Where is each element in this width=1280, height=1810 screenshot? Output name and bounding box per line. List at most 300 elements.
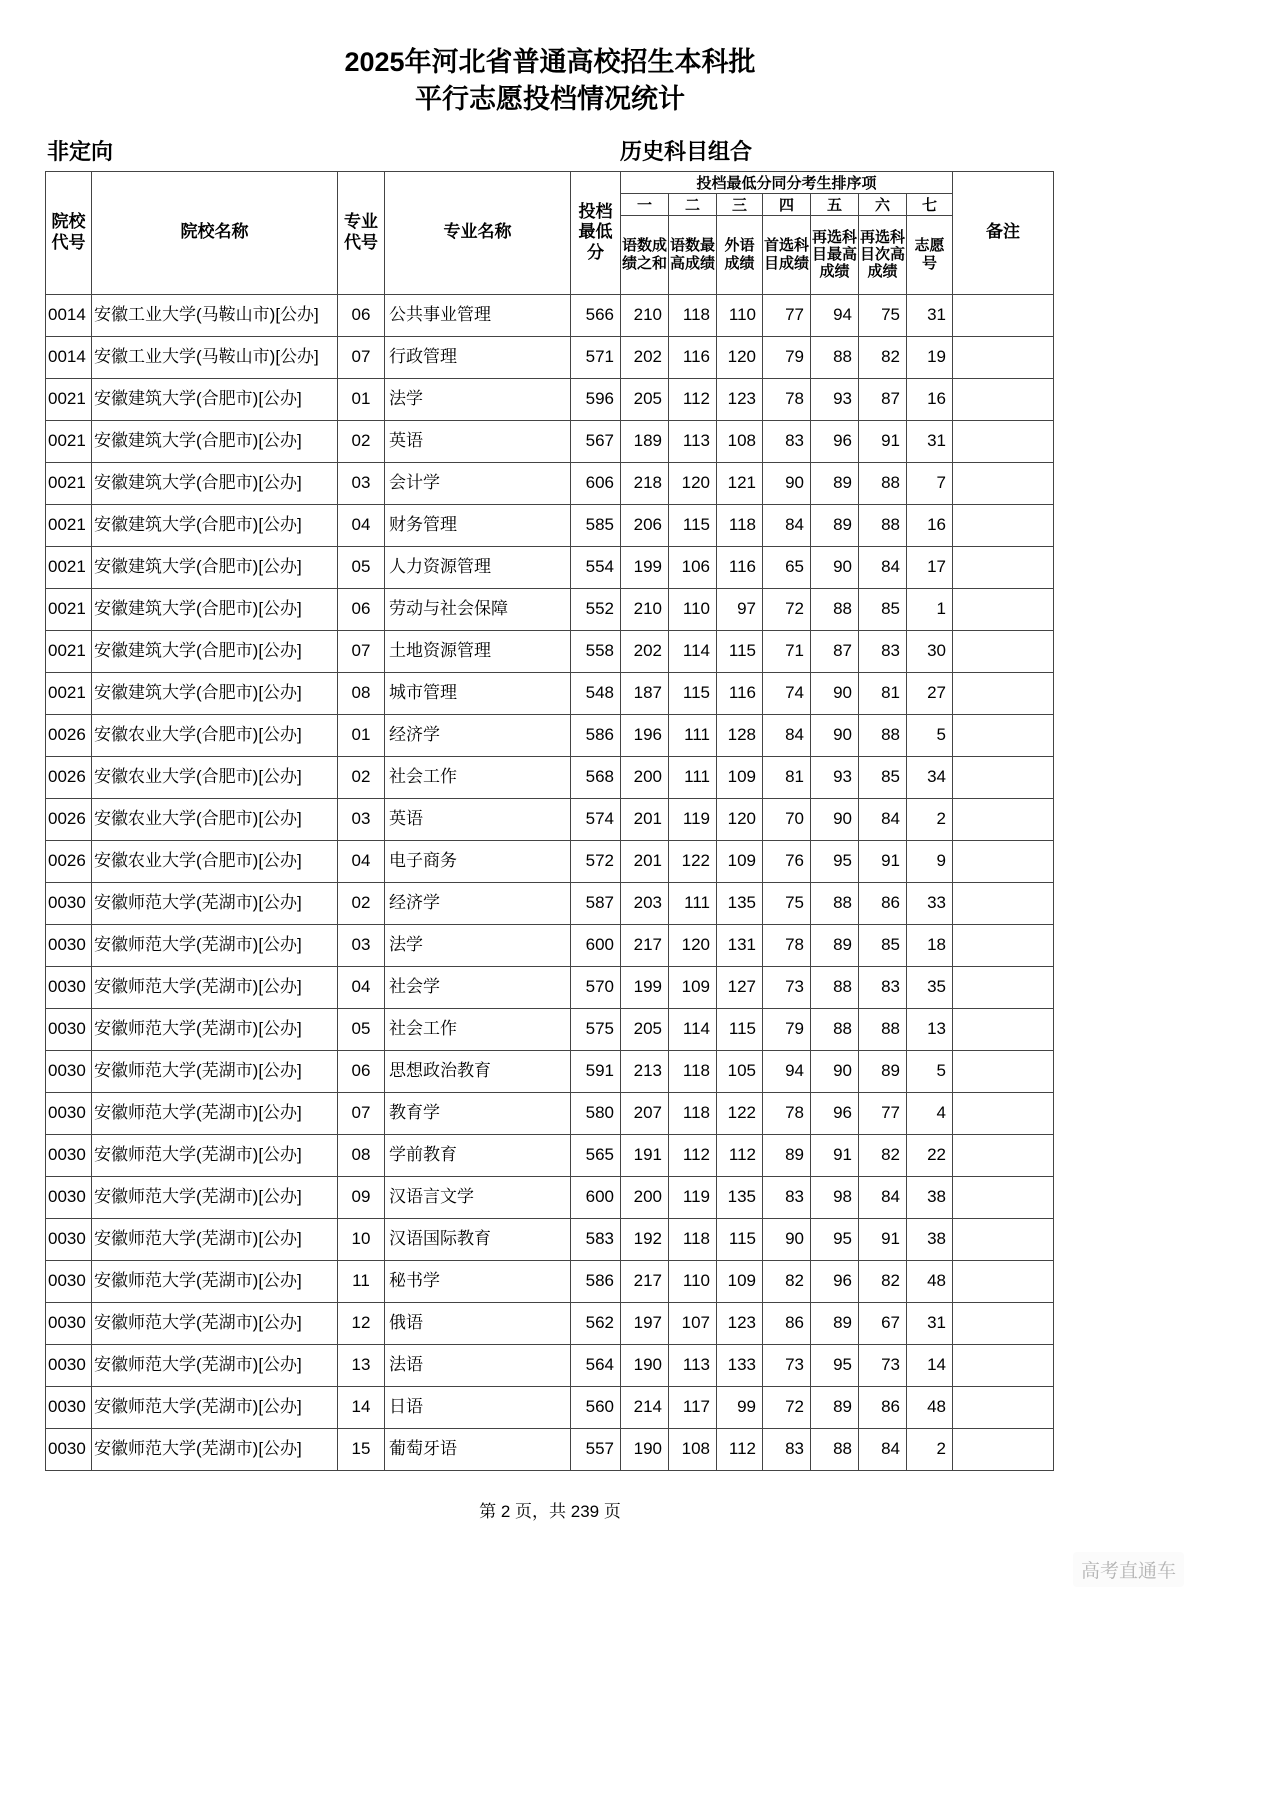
major-name-cell: 思想政治教育 <box>385 1050 571 1092</box>
sort-3-cell: 116 <box>717 672 763 714</box>
sort-7-cell: 31 <box>907 294 953 336</box>
sort-5-cell: 89 <box>811 1386 859 1428</box>
table-header <box>46 171 1054 294</box>
sort-7-cell: 31 <box>907 420 953 462</box>
sort-2-cell: 119 <box>669 798 717 840</box>
table-row <box>46 1176 1054 1218</box>
sort-5-cell: 91 <box>811 1134 859 1176</box>
sort-2-cell: 107 <box>669 1302 717 1344</box>
major-name-cell: 汉语国际教育 <box>385 1218 571 1260</box>
sort-6-cell: 75 <box>859 294 907 336</box>
college-name-cell: 安徽师范大学(芜湖市)[公办] <box>92 1008 338 1050</box>
major-name-cell: 秘书学 <box>385 1260 571 1302</box>
college-name-cell: 安徽师范大学(芜湖市)[公办] <box>92 1134 338 1176</box>
sort-col-num-3: 三 <box>717 193 763 215</box>
college-name-cell: 安徽师范大学(芜湖市)[公办] <box>92 1428 338 1470</box>
college-name-cell: 安徽建筑大学(合肥市)[公办] <box>92 504 338 546</box>
sort-6-cell: 83 <box>859 966 907 1008</box>
sort-3-cell: 123 <box>717 1302 763 1344</box>
min-score-cell: 566 <box>571 294 621 336</box>
sort-3-cell: 118 <box>717 504 763 546</box>
sort-5-cell: 90 <box>811 714 859 756</box>
sort-5-cell: 93 <box>811 756 859 798</box>
table-row <box>46 882 1054 924</box>
page-content <box>45 0 1055 1522</box>
sort-6-cell: 86 <box>859 1386 907 1428</box>
table-row <box>46 546 1054 588</box>
sort-col-label-4: 首选科目成绩 <box>763 215 811 294</box>
sort-7-cell: 27 <box>907 672 953 714</box>
major-code-cell: 08 <box>338 672 385 714</box>
sort-1-cell: 200 <box>621 1176 669 1218</box>
sort-6-cell: 91 <box>859 840 907 882</box>
sort-5-cell: 95 <box>811 1218 859 1260</box>
college-name-cell: 安徽建筑大学(合肥市)[公办] <box>92 588 338 630</box>
sort-6-cell: 85 <box>859 588 907 630</box>
table-row <box>46 1428 1054 1470</box>
sort-6-cell: 91 <box>859 420 907 462</box>
sort-4-cell: 79 <box>763 1008 811 1050</box>
min-score-cell: 580 <box>571 1092 621 1134</box>
sort-3-cell: 97 <box>717 588 763 630</box>
sort-3-cell: 99 <box>717 1386 763 1428</box>
table-row <box>46 798 1054 840</box>
major-code-cell: 06 <box>338 1050 385 1092</box>
remark-cell <box>953 924 1054 966</box>
sort-4-cell: 78 <box>763 378 811 420</box>
table-row <box>46 672 1054 714</box>
college-name-cell: 安徽师范大学(芜湖市)[公办] <box>92 924 338 966</box>
major-name-cell: 俄语 <box>385 1302 571 1344</box>
college-name-cell: 安徽师范大学(芜湖市)[公办] <box>92 1386 338 1428</box>
sort-1-cell: 205 <box>621 1008 669 1050</box>
remark-cell <box>953 1218 1054 1260</box>
min-score-cell: 554 <box>571 546 621 588</box>
sort-6-cell: 91 <box>859 1218 907 1260</box>
college-name-cell: 安徽师范大学(芜湖市)[公办] <box>92 1218 338 1260</box>
college-code-cell: 0030 <box>46 882 92 924</box>
sort-3-cell: 115 <box>717 1218 763 1260</box>
remark-cell <box>953 714 1054 756</box>
sort-5-cell: 88 <box>811 336 859 378</box>
sort-col-label-2: 语数最高成绩 <box>669 215 717 294</box>
table-row <box>46 294 1054 336</box>
college-name-header: 院校名称 <box>92 171 338 294</box>
college-code-cell: 0021 <box>46 588 92 630</box>
sort-1-cell: 197 <box>621 1302 669 1344</box>
sort-1-cell: 190 <box>621 1428 669 1470</box>
sort-5-cell: 87 <box>811 630 859 672</box>
sort-6-cell: 83 <box>859 630 907 672</box>
min-score-cell: 567 <box>571 420 621 462</box>
college-name-cell: 安徽工业大学(马鞍山市)[公办] <box>92 336 338 378</box>
sort-4-cell: 90 <box>763 1218 811 1260</box>
sort-7-cell: 7 <box>907 462 953 504</box>
college-code-cell: 0030 <box>46 1386 92 1428</box>
sort-4-cell: 74 <box>763 672 811 714</box>
table-row <box>46 1218 1054 1260</box>
college-name-cell: 安徽农业大学(合肥市)[公办] <box>92 840 338 882</box>
college-name-cell: 安徽师范大学(芜湖市)[公办] <box>92 966 338 1008</box>
sort-2-cell: 112 <box>669 1134 717 1176</box>
college-code-cell: 0014 <box>46 294 92 336</box>
sort-3-cell: 123 <box>717 378 763 420</box>
college-name-cell: 安徽建筑大学(合肥市)[公办] <box>92 378 338 420</box>
sort-4-cell: 73 <box>763 966 811 1008</box>
sort-col-num-2: 二 <box>669 193 717 215</box>
table-row <box>46 924 1054 966</box>
sort-col-label-3: 外语成绩 <box>717 215 763 294</box>
sort-4-cell: 90 <box>763 462 811 504</box>
min-score-cell: 574 <box>571 798 621 840</box>
sort-3-cell: 135 <box>717 1176 763 1218</box>
college-name-cell: 安徽师范大学(芜湖市)[公办] <box>92 1176 338 1218</box>
sort-7-cell: 34 <box>907 756 953 798</box>
sort-1-cell: 191 <box>621 1134 669 1176</box>
sort-5-cell: 90 <box>811 798 859 840</box>
min-score-cell: 564 <box>571 1344 621 1386</box>
major-name-cell: 城市管理 <box>385 672 571 714</box>
sort-7-cell: 17 <box>907 546 953 588</box>
min-score-cell: 560 <box>571 1386 621 1428</box>
major-name-cell: 日语 <box>385 1386 571 1428</box>
major-code-cell: 13 <box>338 1344 385 1386</box>
sort-7-cell: 2 <box>907 1428 953 1470</box>
sort-2-cell: 118 <box>669 1218 717 1260</box>
major-name-cell: 法语 <box>385 1344 571 1386</box>
sort-1-cell: 210 <box>621 294 669 336</box>
sort-6-cell: 87 <box>859 378 907 420</box>
major-code-cell: 08 <box>338 1134 385 1176</box>
major-name-cell: 经济学 <box>385 882 571 924</box>
title-line-1: 2025年河北省普通高校招生本科批 <box>344 47 756 77</box>
sort-2-cell: 120 <box>669 924 717 966</box>
page-title <box>45 44 1055 119</box>
major-code-cell: 06 <box>338 294 385 336</box>
table-row <box>46 1302 1054 1344</box>
major-code-cell: 01 <box>338 714 385 756</box>
major-code-cell: 01 <box>338 378 385 420</box>
college-name-cell: 安徽师范大学(芜湖市)[公办] <box>92 1050 338 1092</box>
major-code-cell: 05 <box>338 546 385 588</box>
sort-4-cell: 84 <box>763 714 811 756</box>
sort-5-cell: 88 <box>811 966 859 1008</box>
sort-col-label-7: 志愿号 <box>907 215 953 294</box>
sort-2-cell: 112 <box>669 378 717 420</box>
major-name-cell: 教育学 <box>385 1092 571 1134</box>
sort-7-cell: 5 <box>907 714 953 756</box>
sort-4-cell: 84 <box>763 504 811 546</box>
sort-5-cell: 96 <box>811 1260 859 1302</box>
table-row <box>46 1008 1054 1050</box>
major-name-cell: 公共事业管理 <box>385 294 571 336</box>
remark-cell <box>953 336 1054 378</box>
major-code-cell: 03 <box>338 798 385 840</box>
college-code-cell: 0026 <box>46 756 92 798</box>
sort-4-cell: 65 <box>763 546 811 588</box>
college-code-cell: 0021 <box>46 630 92 672</box>
major-code-cell: 03 <box>338 462 385 504</box>
sort-1-cell: 202 <box>621 630 669 672</box>
sort-4-cell: 89 <box>763 1134 811 1176</box>
college-name-cell: 安徽师范大学(芜湖市)[公办] <box>92 882 338 924</box>
sort-col-num-1: 一 <box>621 193 669 215</box>
sort-5-cell: 89 <box>811 462 859 504</box>
min-score-cell: 552 <box>571 588 621 630</box>
sort-3-cell: 128 <box>717 714 763 756</box>
major-code-cell: 15 <box>338 1428 385 1470</box>
sort-2-cell: 111 <box>669 882 717 924</box>
sort-5-cell: 98 <box>811 1176 859 1218</box>
college-code-cell: 0030 <box>46 966 92 1008</box>
sort-2-cell: 119 <box>669 1176 717 1218</box>
sort-2-cell: 110 <box>669 588 717 630</box>
sort-5-cell: 95 <box>811 1344 859 1386</box>
sort-3-cell: 121 <box>717 462 763 504</box>
sort-col-label-1: 语数成绩之和 <box>621 215 669 294</box>
section-label-nondirected: 非定向 <box>47 138 114 164</box>
sort-5-cell: 89 <box>811 924 859 966</box>
major-name-cell: 社会工作 <box>385 756 571 798</box>
college-name-cell: 安徽农业大学(合肥市)[公办] <box>92 756 338 798</box>
min-score-cell: 583 <box>571 1218 621 1260</box>
sort-col-label-6: 再选科目次高成绩 <box>859 215 907 294</box>
remark-cell <box>953 1092 1054 1134</box>
sort-3-cell: 120 <box>717 336 763 378</box>
college-code-cell: 0030 <box>46 1428 92 1470</box>
table-row <box>46 1386 1054 1428</box>
table-row <box>46 1050 1054 1092</box>
major-name-cell: 葡萄牙语 <box>385 1428 571 1470</box>
sort-7-cell: 31 <box>907 1302 953 1344</box>
header-row-1 <box>46 171 1054 193</box>
sort-1-cell: 199 <box>621 966 669 1008</box>
sort-7-cell: 9 <box>907 840 953 882</box>
sort-6-cell: 84 <box>859 1428 907 1470</box>
min-score-cell: 596 <box>571 378 621 420</box>
sort-2-cell: 113 <box>669 420 717 462</box>
remark-cell <box>953 1386 1054 1428</box>
college-code-cell: 0021 <box>46 672 92 714</box>
sort-3-cell: 112 <box>717 1428 763 1470</box>
major-code-cell: 03 <box>338 924 385 966</box>
major-code-cell: 07 <box>338 336 385 378</box>
table-row <box>46 336 1054 378</box>
min-score-cell: 571 <box>571 336 621 378</box>
sort-5-cell: 90 <box>811 672 859 714</box>
college-code-cell: 0030 <box>46 1260 92 1302</box>
remark-cell <box>953 1176 1054 1218</box>
sort-7-cell: 18 <box>907 924 953 966</box>
sort-4-cell: 77 <box>763 294 811 336</box>
table-row <box>46 630 1054 672</box>
sort-3-cell: 127 <box>717 966 763 1008</box>
sort-5-cell: 90 <box>811 1050 859 1092</box>
min-score-cell: 606 <box>571 462 621 504</box>
sort-5-cell: 93 <box>811 378 859 420</box>
sort-7-cell: 30 <box>907 630 953 672</box>
sort-7-cell: 35 <box>907 966 953 1008</box>
remark-cell <box>953 546 1054 588</box>
sort-3-cell: 115 <box>717 1008 763 1050</box>
college-name-cell: 安徽建筑大学(合肥市)[公办] <box>92 462 338 504</box>
sort-2-cell: 109 <box>669 966 717 1008</box>
college-name-cell: 安徽师范大学(芜湖市)[公办] <box>92 1092 338 1134</box>
college-name-cell: 安徽建筑大学(合肥市)[公办] <box>92 420 338 462</box>
major-name-cell: 财务管理 <box>385 504 571 546</box>
college-name-cell: 安徽工业大学(马鞍山市)[公办] <box>92 294 338 336</box>
sort-1-cell: 217 <box>621 924 669 966</box>
min-score-cell: 575 <box>571 1008 621 1050</box>
college-code-cell: 0030 <box>46 1218 92 1260</box>
major-name-cell: 英语 <box>385 798 571 840</box>
sort-2-cell: 118 <box>669 1050 717 1092</box>
sort-2-cell: 108 <box>669 1428 717 1470</box>
sort-6-cell: 73 <box>859 1344 907 1386</box>
sort-1-cell: 190 <box>621 1344 669 1386</box>
remark-cell <box>953 378 1054 420</box>
min-score-header: 投档最低分 <box>571 171 621 294</box>
college-code-cell: 0026 <box>46 714 92 756</box>
sort-6-cell: 77 <box>859 1092 907 1134</box>
table-row <box>46 966 1054 1008</box>
admission-table <box>45 171 1054 1471</box>
sort-6-cell: 84 <box>859 1176 907 1218</box>
sort-5-cell: 90 <box>811 546 859 588</box>
sort-7-cell: 13 <box>907 1008 953 1050</box>
college-code-cell: 0030 <box>46 924 92 966</box>
major-name-cell: 行政管理 <box>385 336 571 378</box>
major-name-cell: 社会学 <box>385 966 571 1008</box>
sort-1-cell: 214 <box>621 1386 669 1428</box>
title-line-2: 平行志愿投档情况统计 <box>415 84 685 115</box>
sort-7-cell: 22 <box>907 1134 953 1176</box>
major-name-cell: 经济学 <box>385 714 571 756</box>
major-code-cell: 04 <box>338 840 385 882</box>
sort-6-cell: 85 <box>859 924 907 966</box>
remark-cell <box>953 1344 1054 1386</box>
sort-1-cell: 189 <box>621 420 669 462</box>
major-code-header: 专业代号 <box>338 171 385 294</box>
sort-6-cell: 88 <box>859 462 907 504</box>
sort-1-cell: 202 <box>621 336 669 378</box>
min-score-cell: 586 <box>571 714 621 756</box>
sort-1-cell: 207 <box>621 1092 669 1134</box>
sort-2-cell: 115 <box>669 504 717 546</box>
sort-2-cell: 120 <box>669 462 717 504</box>
college-code-cell: 0030 <box>46 1008 92 1050</box>
table-row <box>46 1260 1054 1302</box>
major-name-cell: 会计学 <box>385 462 571 504</box>
sort-6-cell: 88 <box>859 504 907 546</box>
sort-6-cell: 88 <box>859 1008 907 1050</box>
major-code-cell: 11 <box>338 1260 385 1302</box>
sort-7-cell: 38 <box>907 1176 953 1218</box>
sort-6-cell: 84 <box>859 546 907 588</box>
remark-cell <box>953 1260 1054 1302</box>
remark-cell <box>953 1008 1054 1050</box>
remark-cell <box>953 672 1054 714</box>
sort-2-cell: 111 <box>669 714 717 756</box>
sort-4-cell: 73 <box>763 1344 811 1386</box>
major-name-cell: 学前教育 <box>385 1134 571 1176</box>
college-name-cell: 安徽建筑大学(合肥市)[公办] <box>92 630 338 672</box>
sort-6-cell: 82 <box>859 1134 907 1176</box>
sort-1-cell: 218 <box>621 462 669 504</box>
sort-2-cell: 118 <box>669 294 717 336</box>
min-score-cell: 548 <box>571 672 621 714</box>
college-name-cell: 安徽师范大学(芜湖市)[公办] <box>92 1302 338 1344</box>
remark-cell <box>953 588 1054 630</box>
sort-1-cell: 210 <box>621 588 669 630</box>
college-name-cell: 安徽建筑大学(合肥市)[公办] <box>92 672 338 714</box>
sort-6-cell: 88 <box>859 714 907 756</box>
sort-4-cell: 72 <box>763 1386 811 1428</box>
min-score-cell: 568 <box>571 756 621 798</box>
table-row <box>46 462 1054 504</box>
table-row <box>46 1092 1054 1134</box>
sort-5-cell: 94 <box>811 294 859 336</box>
major-code-cell: 05 <box>338 1008 385 1050</box>
remark-cell <box>953 756 1054 798</box>
sort-6-cell: 81 <box>859 672 907 714</box>
table-body <box>46 294 1054 1470</box>
min-score-cell: 591 <box>571 1050 621 1092</box>
college-code-header: 院校代号 <box>46 171 92 294</box>
college-name-cell: 安徽农业大学(合肥市)[公办] <box>92 714 338 756</box>
sort-5-cell: 88 <box>811 1428 859 1470</box>
table-row <box>46 504 1054 546</box>
remark-cell <box>953 798 1054 840</box>
major-name-cell: 人力资源管理 <box>385 546 571 588</box>
major-name-cell: 土地资源管理 <box>385 630 571 672</box>
sort-6-cell: 89 <box>859 1050 907 1092</box>
sort-4-cell: 83 <box>763 1428 811 1470</box>
sort-3-cell: 108 <box>717 420 763 462</box>
min-score-cell: 558 <box>571 630 621 672</box>
sort-7-cell: 48 <box>907 1260 953 1302</box>
sort-2-cell: 115 <box>669 672 717 714</box>
sort-6-cell: 86 <box>859 882 907 924</box>
sort-1-cell: 205 <box>621 378 669 420</box>
remark-cell <box>953 840 1054 882</box>
sort-1-cell: 187 <box>621 672 669 714</box>
min-score-cell: 572 <box>571 840 621 882</box>
section-label-subject-combo: 历史科目组合 <box>620 138 753 164</box>
college-code-cell: 0021 <box>46 378 92 420</box>
sort-1-cell: 213 <box>621 1050 669 1092</box>
college-code-cell: 0021 <box>46 462 92 504</box>
sort-4-cell: 76 <box>763 840 811 882</box>
sort-6-cell: 82 <box>859 1260 907 1302</box>
sort-5-cell: 96 <box>811 420 859 462</box>
major-code-cell: 10 <box>338 1218 385 1260</box>
college-name-cell: 安徽农业大学(合肥市)[公办] <box>92 798 338 840</box>
table-row <box>46 1344 1054 1386</box>
sort-3-cell: 112 <box>717 1134 763 1176</box>
sort-5-cell: 88 <box>811 882 859 924</box>
min-score-cell: 565 <box>571 1134 621 1176</box>
college-code-cell: 0021 <box>46 546 92 588</box>
min-score-cell: 585 <box>571 504 621 546</box>
sort-7-cell: 1 <box>907 588 953 630</box>
remark-cell <box>953 1050 1054 1092</box>
major-code-cell: 06 <box>338 588 385 630</box>
sort-3-cell: 110 <box>717 294 763 336</box>
major-name-header: 专业名称 <box>385 171 571 294</box>
major-name-cell: 社会工作 <box>385 1008 571 1050</box>
college-code-cell: 0026 <box>46 798 92 840</box>
